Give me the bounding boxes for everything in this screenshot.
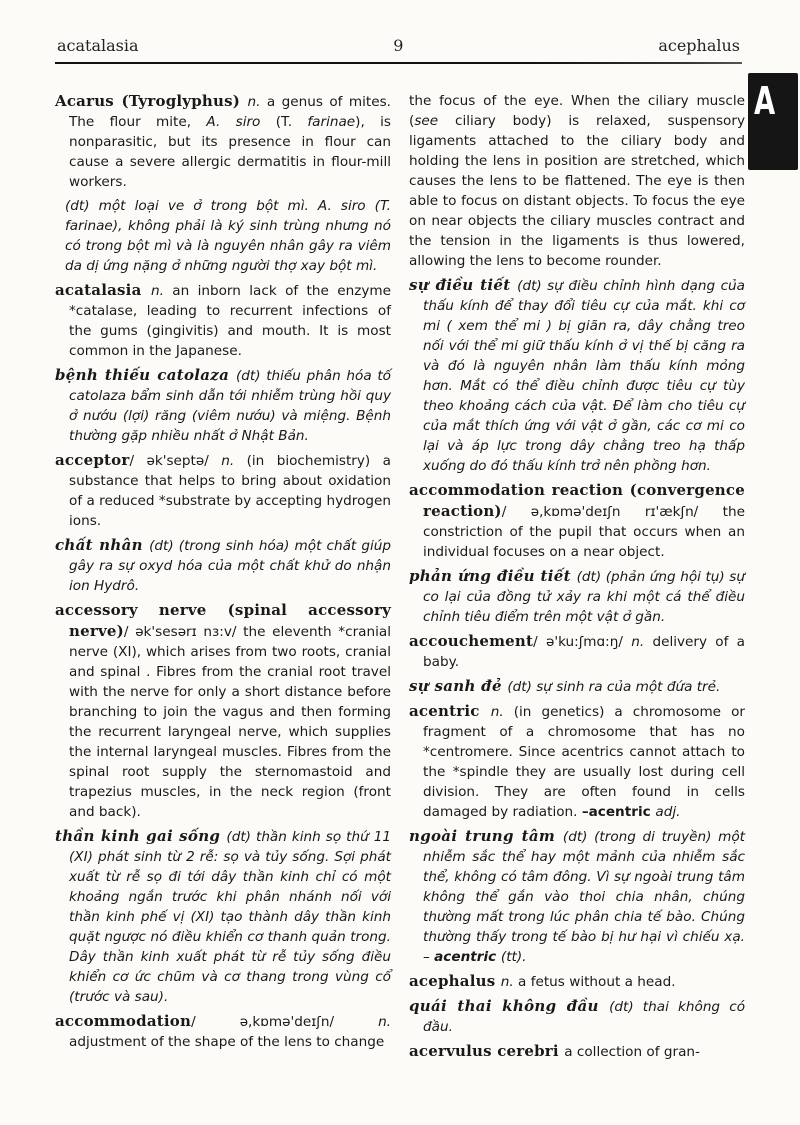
entry-text-segment: bệnh thiếu catolaza <box>55 366 236 384</box>
entry-text-segment: acceptor <box>55 451 130 469</box>
entry-text-segment: acervulus cerebri <box>409 1042 565 1060</box>
entry-text-segment: sự điều tiết <box>409 276 518 294</box>
entry-text-segment: adjustment of the shape of the lens to change <box>69 1034 385 1050</box>
entry-text-segment: chất nhân <box>55 536 150 554</box>
entry-text-segment: ngoài trung tâm <box>409 827 563 845</box>
dictionary-entry <box>409 971 745 992</box>
dictionary-entry <box>409 480 745 562</box>
entry-text-segment: (in biochemistry) a substance that helps to bring about oxidation of a reduced *substrate by accepting hydrogen ions. <box>69 453 391 529</box>
entry-text-segment: n. <box>490 704 514 720</box>
entry-text-segment: thần kinh gai sống <box>55 827 227 845</box>
dictionary-entry <box>55 600 391 822</box>
entry-text-segment: n. <box>150 283 173 299</box>
entry-text-segment: n. <box>500 974 519 990</box>
entry-text-segment: (tt). <box>500 949 527 965</box>
entry-text-segment: adj. <box>655 804 681 820</box>
entry-text-segment: accessory nerve (spinal accessory nerve) <box>55 601 391 640</box>
guide-word-right: acephalus <box>658 36 740 55</box>
entry-text-segment: (dt) một loại ve ở trong bột mì. A. siro (T. farinae), không phải là ký sinh trùng nhưng nó có trong bột mì và là nguyên nhân gây ra viêm da dị ứng nặng ở những người thợ xay bột mì. <box>65 198 391 274</box>
dictionary-entry <box>55 365 391 446</box>
entry-text-segment: acatalasia <box>55 281 151 299</box>
entry-text-segment: acentric <box>409 702 491 720</box>
entry-text-segment: delivery of a baby. <box>423 634 746 670</box>
dictionary-entry <box>55 196 391 276</box>
entry-text-segment: Acarus (Tyroglyphus) <box>55 92 248 110</box>
entry-text-segment: n. <box>221 453 247 469</box>
entry-text-segment: an inborn lack of the enzyme *catalase, leading to recurrent infections of the gums (gingivitis) and mouth. It is most common in the Japanese. <box>69 283 391 359</box>
thumb-tab-letter: A <box>754 79 776 123</box>
entry-text-segment: the focus of the eye. When the ciliary muscle ( <box>409 93 745 129</box>
entry-text-segment: n. <box>378 1014 391 1030</box>
entry-text-segment: accommodation <box>55 1012 192 1030</box>
header-rule <box>55 62 742 64</box>
entry-text-segment: / ə,kɒmə'deɪʃn/ <box>191 1014 379 1030</box>
entry-text-segment: quái thai không đầu <box>409 997 610 1015</box>
entry-text-segment: see <box>414 113 455 129</box>
entry-text-segment: ), is nonparasitic, but its presence in flour can cause a severe allergic dermatitis in flour-mill workers. <box>69 114 391 190</box>
entry-text-segment: (dt) thiếu phân hóa tố catolaza bẩm sinh dẫn tới nhiễm trùng hồi quy ở nướu (lợi) răng (viêm nướu) và miệng. Bệnh thường gặp nhiều nhất ở Nhật Bản. <box>69 368 391 444</box>
entry-text-segment: A. siro <box>206 114 276 130</box>
entry-text-segment: a genus of mites. The flour mite, <box>69 94 391 130</box>
entry-text-segment: / ə,kɒmə'deɪʃn rɪ'ækʃn/ the constriction of the pupil that occurs when an individual focuses on a near object. <box>423 504 745 560</box>
entry-text-segment: (dt) (trong sinh hóa) một chất giúp gây ra sự oxyd hóa của một chất khử do nhận ion Hydrô. <box>69 538 391 594</box>
dictionary-entry <box>55 280 391 361</box>
entry-text-segment: farinae <box>307 114 356 130</box>
guide-word-left: acatalasia <box>57 36 139 55</box>
entry-text-segment: n. <box>631 634 653 650</box>
dictionary-entry <box>409 826 745 967</box>
dictionary-entry <box>55 826 391 1007</box>
dictionary-entry <box>409 1041 745 1062</box>
dictionary-entry <box>55 1011 391 1052</box>
entry-text-segment: / ə'ku:ʃmɑ:ŋ/ <box>533 634 632 650</box>
dictionary-entry <box>409 566 745 627</box>
entry-text-segment: (dt) thai không có đầu. <box>423 999 746 1035</box>
dictionary-entry <box>55 450 391 531</box>
entry-text-segment: (dt) sự điều chỉnh hình dạng của thấu kính để thay đổi tiêu cự của mắt. khi cơ mi ( xem thể mi ) bị giãn ra, dây chằng treo nối với thể mi giữ thấu kính ở vị thế bị căng ra và đó là nguyên nhân làm thấu kính mỏng hơn. Mắt có thể điều chỉnh được tiêu cự tùy theo khoảng cách của vật. Để làm cho tiêu cự của mắt thích ứng với vật ở gần, các cơ mi co lại và áp lực trong dây chằng treo hạ thấp xuống do đó thấu kính trở nên phồng hơn. <box>423 278 746 474</box>
entry-text-segment: / ək'sesərɪ nɜ:v/ the eleventh *cranial nerve (XI), which arises from two roots, cranial and spinal . Fibres from the cranial root travel with the nerve for only a short distance before branching to join the vagus and then forming the recurrent laryngeal nerve, which supplies the internal laryngeal muscles. Fibres from the spinal root supply the sternomastoid and trapezius muscles, in the neck region (front and back). <box>69 624 391 820</box>
entry-text-segment: / ək'septə/ <box>129 453 222 469</box>
entry-text-segment: a collection of gran- <box>564 1044 700 1060</box>
left-column <box>55 91 391 1066</box>
entry-text-segment: (in genetics) a chromosome or fragment of a chromosome that has no *centromere. Since acentrics cannot attach to the *spindle they are usually lost during cell division. They are often found in cells damaged by radiation. <box>423 704 745 820</box>
dictionary-entry <box>55 91 391 192</box>
letter-thumb-tab <box>748 73 798 170</box>
entry-text-segment: phản ứng điều tiết <box>409 567 577 585</box>
dictionary-entry <box>409 631 745 672</box>
entry-text-segment: (dt) thần kinh sọ thứ 11 (XI) phát sinh từ 2 rễ: sọ và tủy sống. Sợi phát xuất từ rễ sọ đi tới dây thần kinh chỉ có một khoảng ngắn trước khi phân nhánh nối với thần kinh phế vị (XI) tạo thành dây thần kinh quặt ngược nó điều khiển cơ thanh quản trong. Dây thần kinh xuất phát từ rễ tủy sống điều khiển cơ ức chũm và cơ thang trong vùng cổ (trước và sau). <box>69 829 392 1005</box>
dictionary-entry <box>55 535 391 596</box>
entry-text-segment: (dt) sự sinh ra của một đứa trẻ. <box>507 679 721 695</box>
entry-text-segment: –acentric <box>581 804 656 820</box>
entry-text-segment: (dt) (phản ứng hội tụ) sự co lại của đồng tử xảy ra khi một cá thể điều chỉnh tiêu điểm trên một vật ở gần. <box>423 569 745 625</box>
dictionary-entry <box>409 701 745 822</box>
dictionary-entry <box>409 275 745 476</box>
entry-text-segment: accommodation reaction (convergence reaction) <box>409 481 745 520</box>
dictionary-entry <box>409 676 745 697</box>
dictionary-entry <box>409 91 745 271</box>
entry-text-segment: (dt) (trong di truyền) một nhiễm sắc thể hay một mảnh của nhiễm sắc thể, không có tâm đông. Vì sự ngoài trung tâm không thể gắn vào thoi chia nhân, chúng thường mất trong lúc phân chia tế bào. Chúng thường thấy trong tế bào bị hư hại vì chiếu xạ. – <box>423 829 745 965</box>
entry-text-segment: a fetus without a head. <box>518 974 676 990</box>
right-column <box>409 91 745 1066</box>
dictionary-entry <box>409 996 745 1037</box>
page-body <box>55 91 745 1066</box>
entry-text-segment: acephalus <box>409 972 501 990</box>
entry-text-segment: n. <box>247 94 267 110</box>
page-number: 9 <box>393 36 404 55</box>
running-head <box>57 36 740 58</box>
entry-text-segment: accouchement <box>409 632 534 650</box>
entry-text-segment: ciliary body) is relaxed, suspensory ligaments attached to the ciliary body and holding the lens in position are stretched, which causes the lens to be flattened. The eye is then able to focus on distant objects. To focus the eye on near objects the ciliary muscles contract and the tension in the ligaments is thus lowered, allowing the lens to become rounder. <box>409 113 745 269</box>
entry-text-segment: sự sanh đẻ <box>409 677 508 695</box>
entry-text-segment: acentric <box>434 949 501 965</box>
entry-text-segment: (T. <box>275 114 308 130</box>
